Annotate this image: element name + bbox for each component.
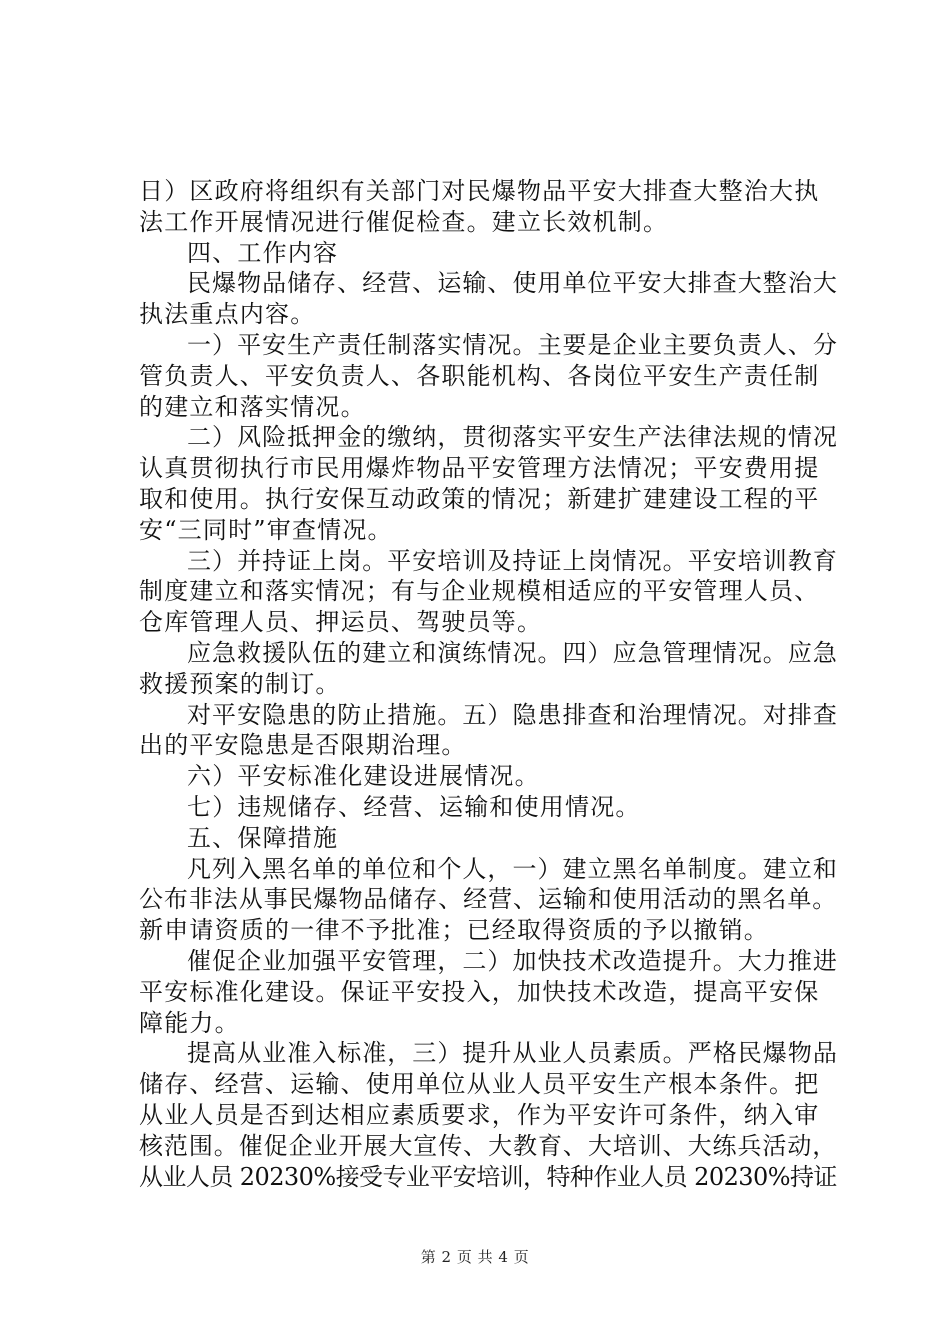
text-line: 救援预案的制订。 [139,669,341,698]
text-line: 对平安隐患的防止措施。五）隐患排查和治理情况。对排查 [187,700,838,729]
text-line: 出的平安隐患是否限期治理。 [139,731,467,760]
text-line: 法工作开展情况进行催促检查。建立长效机制。 [139,207,669,236]
text-line: 应急救援队伍的建立和演练情况。四）应急管理情况。应急 [187,638,838,667]
text-line: 平安标准化建设。保证平安投入，加快技术改造，提高平安保 [139,977,820,1006]
text-line: 的建立和落实情况。 [139,392,366,421]
text-line: 制度建立和落实情况；有与企业规模相适应的平安管理人员、 [139,577,820,606]
text-line: 七）违规储存、经营、运输和使用情况。 [187,792,641,821]
text-line: 提高从业准入标准，三）提升从业人员素质。严格民爆物品 [187,1039,838,1068]
text-line: 五、保障措施 [187,823,339,852]
text-line: 执法重点内容。 [139,300,316,329]
text-line: 障能力。 [139,1008,240,1037]
text-line: 四、工作内容 [187,238,339,267]
document-body [139,176,839,1192]
text-line: 管负责人、平安负责人、各职能机构、各岗位平安生产责任制 [139,361,820,390]
text-line: 认真贯彻执行市民用爆炸物品平安管理方法情况；平安费用提 [139,454,820,483]
text-line: 三）并持证上岗。平安培训及持证上岗情况。平安培训教育 [187,546,838,575]
text-line: 催促企业加强平安管理，二）加快技术改造提升。大力推进 [187,946,838,975]
text-line: 从业人员 20230%接受专业平安培训，特种作业人员 20230%持证 [139,1162,837,1191]
text-line: 二）风险抵押金的缴纳，贯彻落实平安生产法律法规的情况 [187,423,838,452]
text-line: 民爆物品储存、经营、运输、使用单位平安大排查大整治大 [187,269,838,298]
text-line: 凡列入黑名单的单位和个人，一）建立黑名单制度。建立和 [187,854,838,883]
text-line: 新申请资质的一律不予批准；已经取得资质的予以撤销。 [139,916,769,945]
text-line: 储存、经营、运输、使用单位从业人员平安生产根本条件。把 [139,1070,820,1099]
text-line: 日）区政府将组织有关部门对民爆物品平安大排查大整治大执 [139,177,820,205]
text-line: 六）平安标准化建设进展情况。 [187,762,540,791]
text-line: 取和使用。执行安保互动政策的情况；新建扩建建设工程的平 [139,484,820,513]
text-line: 仓库管理人员、押运员、驾驶员等。 [139,608,543,637]
text-line: 一）平安生产责任制落实情况。主要是企业主要负责人、分 [187,330,838,359]
text-line: 从业人员是否到达相应素质要求，作为平安许可条件，纳入审 [139,1100,820,1129]
text-line: 安“三同时”审查情况。 [139,515,393,544]
text-line: 公布非法从事民爆物品储存、经营、运输和使用活动的黑名单。 [139,885,838,914]
text-line: 核范围。催促企业开展大宣传、大教育、大培训、大练兵活动， [139,1131,838,1160]
page-footer: 第 2 页 共 4 页 [420,1248,530,1266]
